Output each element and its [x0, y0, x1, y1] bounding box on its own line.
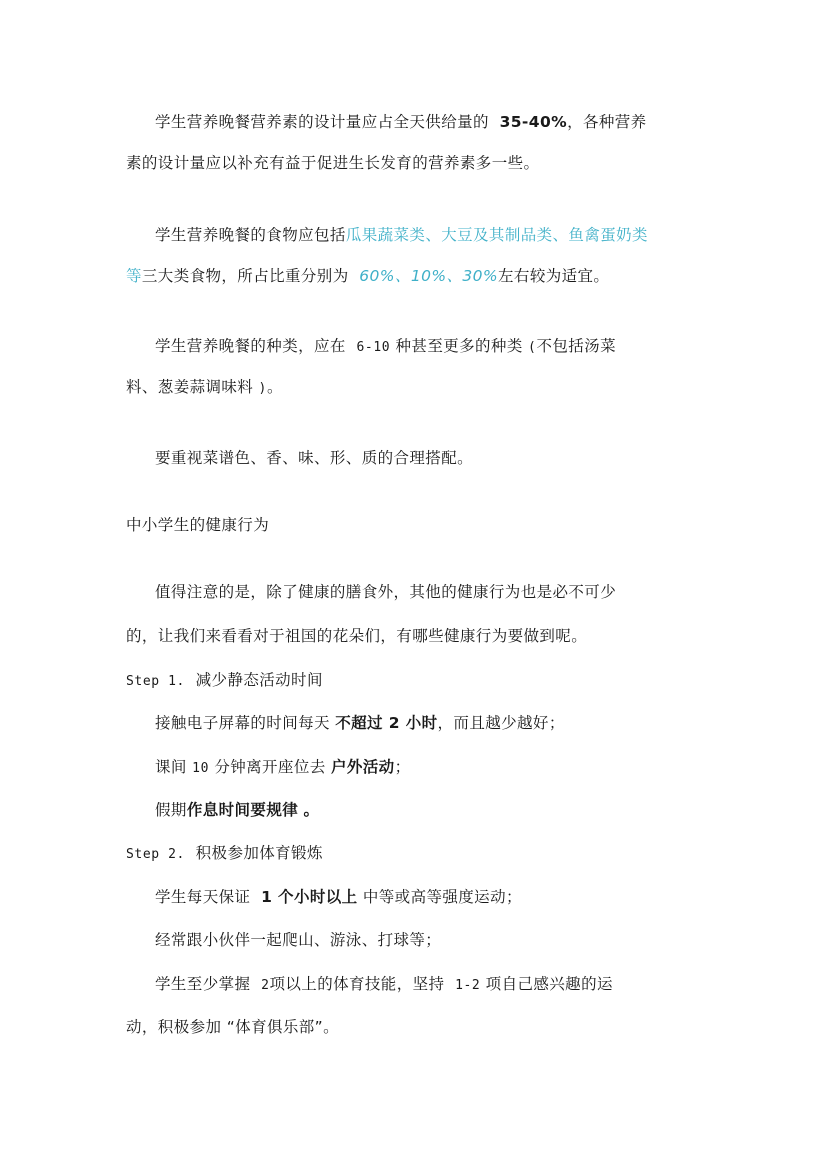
- step-2-item-3-continued: [126, 1017, 339, 1037]
- text: 经常跟小伙伴一起爬山、游泳、打球等；: [155, 931, 442, 949]
- text: 。: [303, 801, 320, 819]
- text: 种甚至更多的种类: [395, 337, 523, 355]
- paragraph-3-line-2: [126, 377, 283, 399]
- text: 课间: [155, 758, 187, 776]
- step-title: 积极参加体育锻炼: [195, 844, 323, 862]
- food-categories-highlight: 瓜果蔬菜类、大豆及其制品类、鱼禽蛋奶类: [345, 226, 648, 244]
- text: 左右较为适宜。: [498, 267, 610, 285]
- number-range: 6-10: [356, 340, 391, 355]
- percentage-bold: 35-40%: [499, 113, 568, 131]
- text: 学生营养晚餐的食物应包括: [155, 226, 346, 244]
- number: 10: [192, 761, 209, 776]
- text: 的，让我们来看看对于祖国的花朵们，有哪些健康行为要做到呢。: [126, 627, 588, 645]
- step-2-item-3: [155, 974, 613, 996]
- emphasis-bold: 户外活动: [330, 758, 395, 776]
- paragraph-2-line-1: [155, 225, 648, 245]
- text: 值得注意的是，除了健康的膳食外，其他的健康行为也是必不可少: [155, 583, 617, 601]
- text: ；: [394, 758, 411, 776]
- step-1-item-1: [155, 713, 565, 733]
- step-2-item-1: [155, 887, 522, 907]
- text: ，各种营养: [567, 113, 647, 131]
- number: 2: [261, 978, 270, 993]
- emphasis-bold: 不超过 2 小时: [335, 714, 438, 732]
- number-range: 1-2: [455, 978, 481, 993]
- text: ，而且越少越好；: [437, 714, 565, 732]
- step-1-item-3: [155, 800, 319, 820]
- text: 学生至少掌握: [155, 975, 251, 993]
- step-title: 减少静态活动时间: [195, 671, 323, 689]
- paragraph-5-line-2: [126, 626, 587, 646]
- text: 不包括汤菜: [536, 337, 616, 355]
- paragraph-5-line-1: [155, 582, 616, 602]
- paren-close: ): [258, 381, 267, 396]
- step-2-item-2: [155, 930, 441, 950]
- heading-text: 中小学生的健康行为: [126, 516, 270, 534]
- step-label: Step 2.: [126, 847, 185, 862]
- step-2-heading: [126, 843, 323, 865]
- text: 项自己感兴趣的运: [485, 975, 613, 993]
- emphasis-bold: 作息时间要规律: [186, 801, 299, 819]
- paragraph-4: [155, 448, 473, 468]
- step-1-item-2: [155, 757, 410, 779]
- text: 素的设计量应以补充有益于促进生长发育的营养素多一些。: [126, 154, 540, 172]
- club-name: “体育俱乐部”: [226, 1018, 324, 1036]
- text: 项以上的体育技能，坚持: [269, 975, 445, 993]
- paragraph-1-line-2: [126, 153, 539, 173]
- step-1-heading: [126, 670, 323, 692]
- text: 三大类食物，所占比重分别为: [141, 267, 349, 285]
- proportions-highlight: 60%、10%、30%: [359, 267, 499, 285]
- text: 中等或高等强度运动；: [362, 888, 522, 906]
- paragraph-2-line-2: [126, 266, 609, 286]
- paragraph-1-line-1: [155, 112, 647, 132]
- text: 学生每天保证: [155, 888, 251, 906]
- text: 。: [323, 1018, 340, 1036]
- text: 。: [266, 378, 283, 396]
- food-categories-highlight: 等: [126, 267, 142, 285]
- text: 动，积极参加: [126, 1018, 222, 1036]
- paren-open: (: [528, 340, 537, 355]
- text: 料、葱姜蒜调味料: [126, 378, 254, 396]
- text: 要重视菜谱色、香、味、形、质的合理搭配。: [155, 449, 474, 467]
- text: 假期: [155, 801, 187, 819]
- text: 学生营养晚餐营养素的设计量应占全天供给量的: [155, 113, 489, 131]
- emphasis-bold: 1 个小时以上: [261, 888, 358, 906]
- paragraph-3-line-1: [155, 336, 616, 358]
- text: 学生营养晚餐的种类，应在: [155, 337, 346, 355]
- text: 分钟离开座位去: [214, 758, 326, 776]
- step-label: Step 1.: [126, 674, 185, 689]
- text: 接触电子屏幕的时间每天: [155, 714, 330, 732]
- section-heading: [126, 515, 269, 535]
